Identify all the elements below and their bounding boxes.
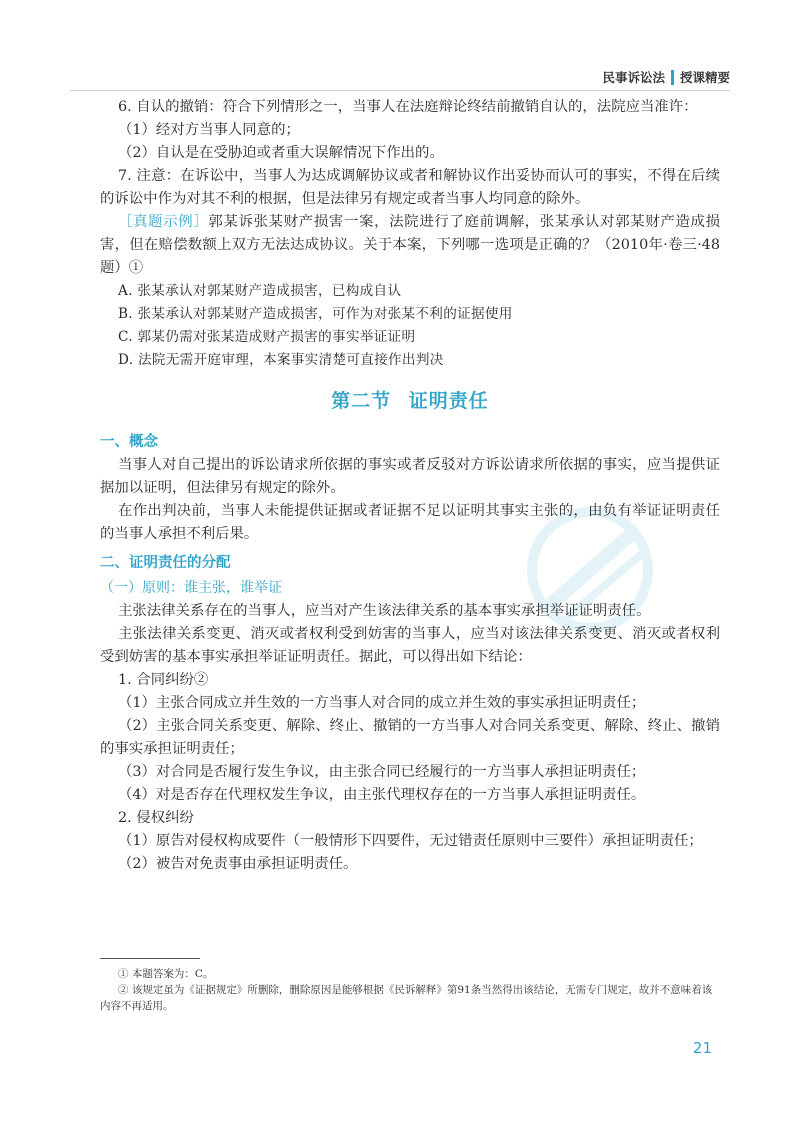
list-item: （1）原告对侵权构成要件（一般情形下四要件，无过错责任原则中三要件）承担证明责任； [118,833,703,849]
footnote-1: ① 本题答案为：C。 [118,968,214,980]
subheading-contract: 1. 合同纠纷② [118,672,209,688]
page-number: 21 [692,1039,712,1057]
footnotes [100,966,720,1014]
book-title: 民事诉讼法 [602,70,665,85]
heading-allocation: 二、证明责任的分配 [100,555,231,571]
option-d: D. 法院无需开庭审理，本案事实清楚可直接作出判决 [118,352,444,368]
paragraph: 在作出判决前，当事人未能提供证据或者证据不足以证明其事实主张的，由负有举证证明责任的当事人承担不利后果。 [100,503,720,542]
heading-concept: 一、概念 [100,434,158,450]
paragraph: 当事人对自己提出的诉讼请求所依据的事实或者反驳对方诉讼请求所依据的事实，应当提供证据加以证明，但法律另有规定的除外。 [100,457,720,496]
list-item: （2）自认是在受胁迫或者重大误解情况下作出的。 [118,145,444,161]
paragraph-note: 7. 注意：在诉讼中，当事人为达成调解协议或者和解协议作出妥协而认可的事实，不得在后续的诉讼中作为对其不利的根据，但是法律另有规定或者当事人均同意的除外。 [100,168,720,207]
list-item: （2）被告对免责事由承担证明责任。 [118,856,358,872]
page-body [100,96,720,876]
exam-tag: ［真题示例］ [118,214,209,230]
list-item: （1）经对方当事人同意的； [118,122,300,138]
list-item: （2）主张合同关系变更、解除、终止、撤销的一方当事人对合同关系变更、解除、终止、撤销的事实承担证明责任； [100,718,720,757]
paragraph: 主张法律关系存在的当事人，应当对产生该法律关系的基本事实承担举证证明责任。 [118,603,651,619]
list-item: （4）对是否存在代理权发生争议，由主张代理权存在的一方当事人承担证明责任。 [118,787,646,803]
header-rule [70,90,730,91]
list-item: （1）主张合同成立并生效的一方当事人对合同的成立并生效的事实承担证明责任； [118,695,646,711]
option-a: A. 张某承认对郭某财产造成损害，已构成自认 [118,283,402,299]
paragraph-self-admission-revocation: 6. 自认的撤销：符合下列情形之一，当事人在法庭辩论终结前撤销自认的，法院应当准许： [118,99,698,115]
header-divider [671,70,674,85]
section-title: 第二节 证明责任 [331,390,489,412]
option-c: C. 郭某仍需对张某造成财产损害的事实举证证明 [118,329,416,345]
footnote-rule [100,958,200,959]
exam-example [100,211,720,280]
subheading-tort: 2. 侵权纠纷 [118,810,194,826]
footnote-2: ② 该规定虽为《证据规定》所删除，删除原因是能够根据《民诉解释》第91条当然得出该结论，无需专门规定，故并不意味着该内容不再适用。 [100,984,713,1012]
list-item: （3）对合同是否履行发生争议，由主张合同已经履行的一方当事人承担证明责任； [118,764,646,780]
paragraph: 主张法律关系变更、消灭或者权利受到妨害的当事人，应当对该法律关系变更、消灭或者权利受到妨害的基本事实承担举证证明责任。据此，可以得出如下结论： [100,626,720,665]
exam-question: 郭某诉张某财产损害一案，法院进行了庭前调解，张某承认对郭某财产造成损害，但在赔偿数额上双方无法达成协议。关于本案，下列哪一选项是正确的？（2010年·卷三·48题）① [100,214,720,276]
heading-principle: （一）原则：谁主张，谁举证 [100,580,282,596]
series-title: 授课精要 [679,70,730,85]
running-header [602,66,730,88]
option-b: B. 张某承认对郭某财产造成损害，可作为对张某不利的证据使用 [118,306,513,322]
